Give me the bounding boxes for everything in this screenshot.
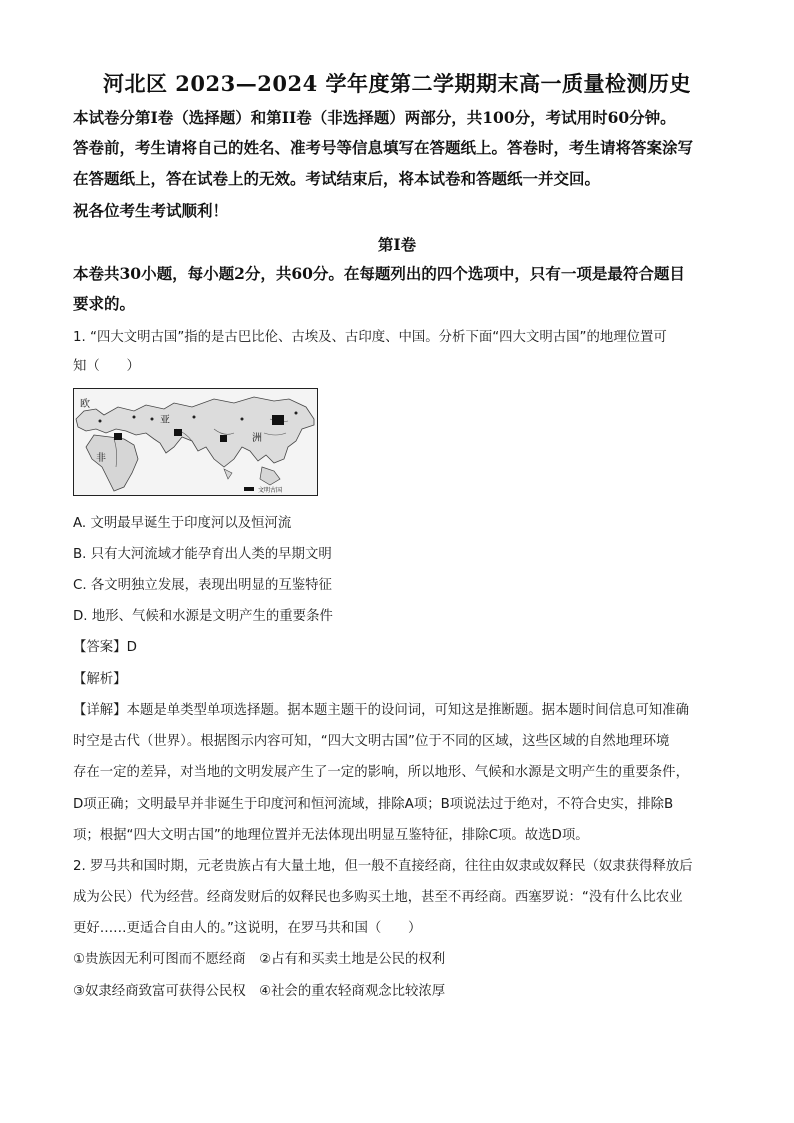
q1-detail-line-2: 时空是古代（世界）。根据图示内容可知，“四大文明古国”位于不同的区域，这些区域的自然地理环境	[73, 734, 670, 749]
q1-detail-line-3: 存在一定的差异，对当地的文明发展产生了一定的影响，所以地形、气候和水源是文明产生的重要条件，	[73, 765, 689, 780]
map-legend-label: 文明古国	[258, 487, 283, 494]
q2-choices-line-2: ③奴隶经商致富可获得公民权 ④社会的重农轻商观念比较浓厚	[73, 984, 446, 999]
instructions-line-2: 答卷前，考生请将自己的姓名、准考号等信息填写在答题纸上。答卷时，考生请将答案涂写	[73, 138, 694, 157]
map-label-zhou: 洲	[252, 433, 262, 444]
q1-answer	[73, 638, 733, 658]
q1-detail-line-5: 项；根据“四大文明古国”的地理位置并无法体现出明显互鉴特征，排除C项。故选D项。	[73, 828, 589, 843]
q1-option-c: C. 各文明独立发展，表现出明显的互鉴特征	[73, 578, 332, 593]
island-landmass	[224, 469, 232, 479]
world-map-figure	[74, 389, 316, 494]
section-desc-2: 要求的。	[73, 294, 136, 313]
q2-stem-line-3: 更好……更适合自由人的。”这说明，在罗马共和国（ ）	[73, 921, 422, 936]
section-desc-1: 本卷共30小题，每小题2分，共60分。在每题列出的四个选项中，只有一项是最符合题目	[73, 264, 685, 283]
island-landmass	[260, 467, 280, 485]
instructions-line-3: 在答题纸上，答在试卷上的无效。考试结束后，将本试卷和答题纸一并交回。	[73, 169, 601, 188]
map-label-asia: 亚	[160, 415, 170, 426]
q1-detail-line-4: D项正确；文明最早并非诞生于印度河和恒河流域，排除A项；B项说法过于绝对，不符合史实，排除B	[73, 797, 674, 812]
section-heading: 第Ⅰ卷	[377, 235, 417, 254]
answer-tag: 【答案】	[73, 640, 127, 655]
q1-option-d: D. 地形、气候和水源是文明产生的重要条件	[73, 609, 333, 624]
instructions-line-4: 祝各位考生考试顺利！	[73, 201, 229, 220]
map-label-europe: 欧	[80, 399, 90, 410]
detail-tag: 【详解】	[73, 703, 127, 718]
q1-stem-line-2: 知（ ）	[73, 359, 140, 374]
q2-stem-line-2: 成为公民）代为经营。经商发财后的奴释民也多购买土地，甚至不再经商。西塞罗说：“没有什么比农业	[73, 890, 683, 905]
q1-stem-line-1: 1. “四大文明古国”指的是古巴比伦、古埃及、古印度、中国。分析下面“四大文明古国”的地理位置可	[73, 330, 667, 345]
ancient-civilizations-map	[73, 388, 318, 496]
q1-analysis-tag: 【解析】	[73, 672, 127, 687]
india-marker	[220, 435, 227, 442]
q1-option-b: B. 只有大河流域才能孕育出人类的早期文明	[73, 547, 332, 562]
egypt-marker	[114, 433, 122, 440]
q2-choices-line-1: ①贵族因无利可图而不愿经商 ②占有和买卖土地是公民的权利	[73, 952, 446, 967]
answer-value: D	[126, 640, 137, 655]
detail-text-1: 本题是单类型单项选择题。据本题主题干的设问词，可知这是推断题。据本题时间信息可知准确	[126, 703, 689, 718]
babylon-marker	[174, 429, 182, 436]
china-marker	[272, 415, 284, 425]
legend-swatch	[244, 487, 254, 491]
q1-option-a: A. 文明最早诞生于印度河以及恒河流	[73, 516, 292, 531]
q1-detail-line-1	[73, 701, 733, 721]
exam-title: 河北区 2023—2024 学年度第二学期期末高一质量检测历史	[102, 71, 691, 96]
africa-landmass	[86, 435, 138, 491]
instructions-line-1: 本试卷分第Ⅰ卷（选择题）和第II卷（非选择题）两部分，共100分，考试用时60分钟。	[73, 108, 676, 127]
map-label-africa: 非	[96, 453, 106, 464]
q2-stem-line-1: 2. 罗马共和国时期，元老贵族占有大量土地，但一般不直接经商，往往由奴隶或奴释民（奴隶获得释放后	[73, 859, 693, 874]
